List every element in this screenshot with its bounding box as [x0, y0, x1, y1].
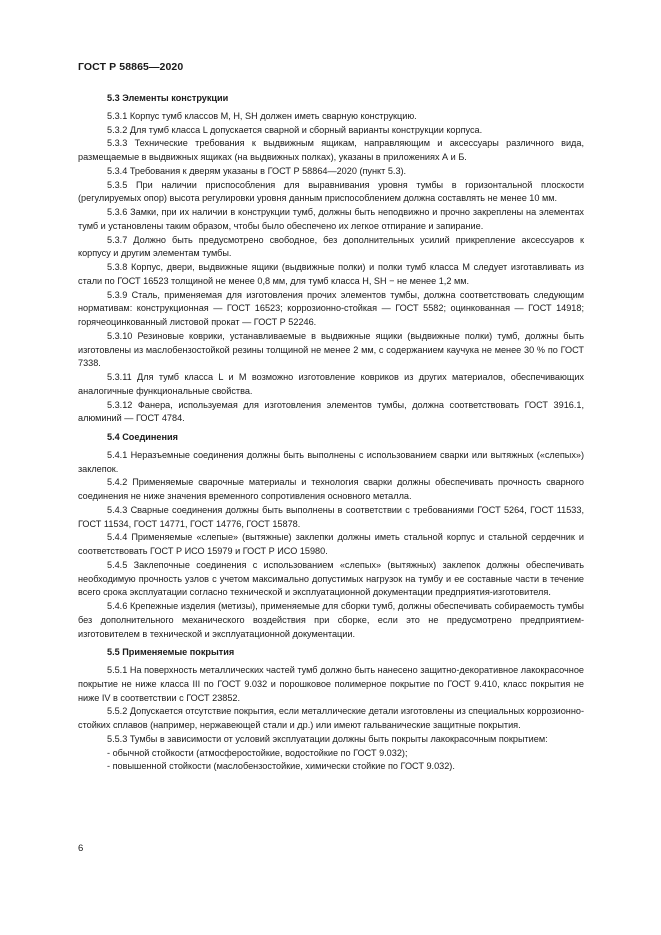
section-title-5-4: 5.4 Соединения — [107, 432, 178, 442]
paragraph: 5.3.11 Для тумб класса L и М возможно изготовление ковриков из других материалов, обеспечивающих аналогичные функциональные свойства. — [78, 372, 584, 396]
paragraph: 5.4.4 Применяемые «слепые» (вытяжные) заклепки должны иметь стальной корпус и стальной сердечник и соответствовать ГОСТ Р ИСО 15979 и ГОСТ Р ИСО 15980. — [78, 532, 584, 556]
paragraph: 5.5.1 На поверхность металлических частей тумб должно быть нанесено защитно-декоративное лакокрасочное покрытие не ниже класса III по ГОСТ 9.032 и порошковое полимерное покрытие по ГОСТ 9.410, класс покрытия не ниже IV в соответствии с ГОСТ 23852. — [78, 665, 584, 703]
section-title-5-3: 5.3 Элементы конструкции — [107, 93, 229, 103]
document-header: ГОСТ Р 58865—2020 — [78, 61, 184, 73]
paragraph: 5.4.2 Применяемые сварочные материалы и технология сварки должны обеспечивать прочность сварного соединения не ниже значения временного сопротивления основного металла. — [78, 477, 584, 501]
paragraph: 5.3.7 Должно быть предусмотрено свободное, без дополнительных усилий прикрепление аксессуаров к корпусу и другим элементам тумбы. — [78, 234, 584, 259]
paragraph: 5.4.3 Сварные соединения должны быть выполнены в соответствии с требованиями ГОСТ 5264, ГОСТ 11533, ГОСТ 11534, ГОСТ 14771, ГОСТ 14776, ГОСТ 15878. — [78, 504, 584, 529]
list-item: - обычной стойкости (атмосферостойкие, водостойкие по ГОСТ 9.032); — [107, 747, 408, 758]
paragraph: 5.5.3 Тумбы в зависимости от условий эксплуатации должны быть покрыты лакокрасочным покрытием: — [107, 733, 548, 744]
paragraph: 5.4.6 Крепежные изделия (метизы), применяемые для сборки тумб, должны обеспечивать собираемость тумбы без дополнительного механического воздействия при сборке, если это не предусмотрено предприятием-изготовителем в технической и эксплуатационной документации. — [78, 601, 584, 639]
paragraph: 5.3.8 Корпус, двери, выдвижные ящики (выдвижные полки) и полки тумб класса М следует изготавливать из стали по ГОСТ 16523 толщиной не менее 0,8 мм, для тумб класса Н, SH − не менее 1,2 мм. — [78, 262, 584, 286]
list-item: - повышенной стойкости (маслобензостойкие, химически стойкие по ГОСТ 9.032). — [107, 761, 455, 772]
paragraph: 5.4.1 Неразъемные соединения должны быть выполнены с использованием сварки или вытяжных («слепых») заклепок. — [78, 449, 584, 474]
paragraph: 5.3.9 Сталь, применяемая для изготовления прочих элементов тумбы, должна соответствовать следующим нормативам: конструкционная — ГОСТ 16523; коррозионно-стойкая — ГОСТ 5582; оцинкованная — ГОСТ 14918; горячеоцинкованный листовой прокат — ГОСТ Р 52246. — [78, 289, 584, 327]
page-number: 6 — [78, 843, 84, 854]
paragraph: 5.3.10 Резиновые коврики, устанавливаемые в выдвижные ящики (выдвижные полки) тумб, должны быть изготовлены из маслобензостойкой резины толщиной не менее 2 мм, с содержанием каучука не менее 30 % по ГОСТ 7338. — [78, 330, 584, 369]
paragraph: 5.3.2 Для тумб класса L допускается сварной и сборный варианты конструкции корпуса. — [107, 124, 483, 135]
paragraph: 5.3.3 Технические требования к выдвижным ящикам, направляющим и аксессуары различного вида, размещаемые в выдвижных ящиках (на выдвижных полках), указаны в приложениях А и Б. — [78, 138, 584, 162]
section-title-5-5: 5.5 Применяемые покрытия — [107, 647, 235, 658]
paragraph: 5.3.5 При наличии приспособления для выравнивания уровня тумбы в горизонтальной плоскости (регулируемых опор) высота регулировки уровня данным приспособлением должна составлять не менее 10 мм. — [78, 179, 584, 204]
paragraph: 5.3.12 Фанера, используемая для изготовления элементов тумбы, должна соответствовать ГОСТ 3916.1, алюминий — ГОСТ 4784. — [78, 399, 584, 424]
paragraph: 5.3.4 Требования к дверям указаны в ГОСТ Р 58864—2020 (пункт 5.3). — [107, 165, 407, 176]
paragraph: 5.5.2 Допускается отсутствие покрытия, если металлические детали изготовлены из специальных коррозионно-стойких сплавов (например, нержавеющей стали и др.) или имеют гальванические защитные покрытия. — [78, 706, 584, 730]
paragraph: 5.3.6 Замки, при их наличии в конструкции тумб, должны быть неподвижно и прочно закреплены на элементах тумб и установлены таким образом, чтобы было обеспечено их легкое отпирание и запирание. — [78, 207, 584, 231]
document-body — [78, 90, 584, 774]
paragraph: 5.4.5 Заклепочные соединения с использованием «слепых» (вытяжных) заклепок должны обеспечивать необходимую прочность узлов с учетом максимально допустимых нагрузок на тумбу и ее составные части в течение всего срока эксплуатации согласно технической и эксплуатационной документации предприятия-изготовителя. — [78, 559, 584, 598]
paragraph: 5.3.1 Корпус тумб классов М, Н, SH должен иметь сварную конструкцию. — [107, 110, 417, 121]
